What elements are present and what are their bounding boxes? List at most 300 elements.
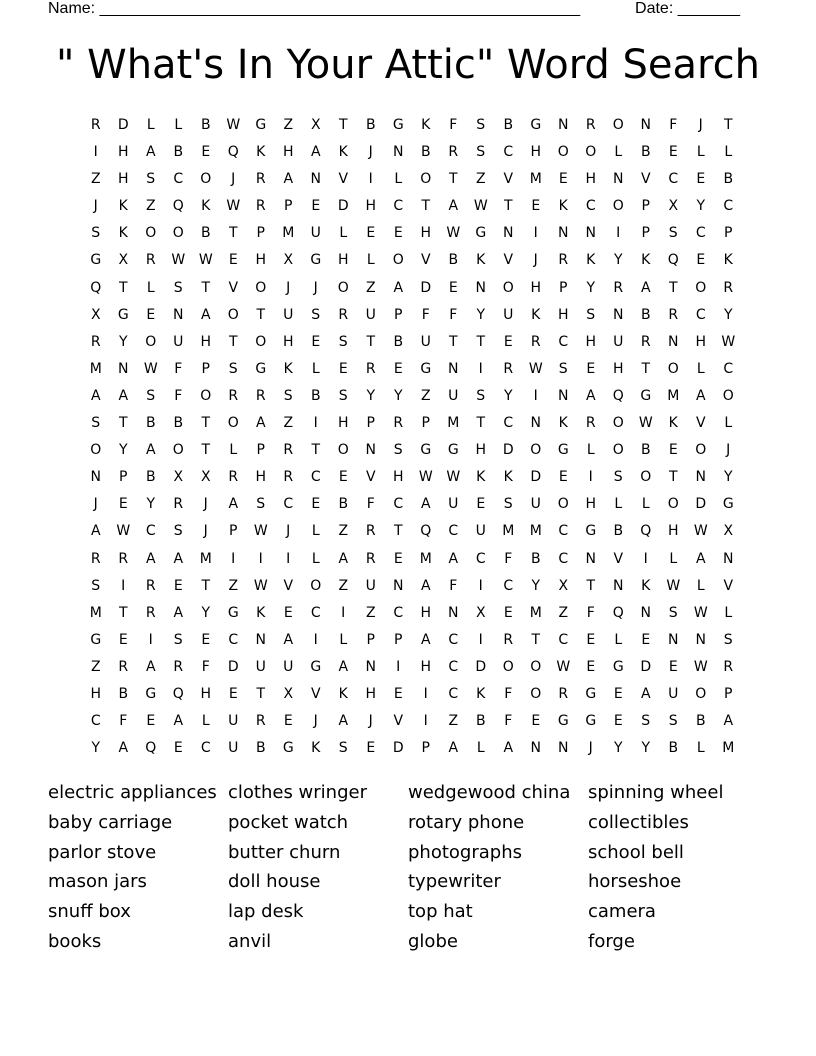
grid-letter: N	[365, 442, 376, 459]
grid-letter: F	[449, 577, 458, 594]
grid-letter: A	[118, 387, 129, 404]
grid-letter: V	[613, 550, 624, 567]
grid-letter: S	[476, 387, 486, 404]
grid-letter: R	[585, 117, 596, 133]
grid-letter: U	[530, 496, 541, 513]
grid-letter: U	[613, 333, 624, 350]
grid-letter: C	[475, 550, 486, 567]
grid-letter: L	[394, 171, 403, 188]
grid-letter: J	[313, 279, 318, 296]
grid-letter: V	[365, 469, 376, 486]
grid-letter: T	[393, 523, 403, 540]
grid-letter: N	[255, 631, 266, 648]
grid-letter: B	[695, 713, 706, 730]
grid-letter: K	[503, 469, 513, 486]
grid-letter: B	[200, 117, 211, 133]
grid-letter: O	[90, 442, 102, 459]
grid-letter: O	[612, 117, 624, 133]
grid-letter: O	[722, 387, 734, 404]
grid-letter: E	[338, 360, 348, 377]
grid-letter: S	[338, 333, 348, 350]
grid-letter: R	[613, 279, 624, 296]
grid-letter: K	[421, 117, 431, 133]
grid-letter: U	[365, 577, 376, 594]
grid-letter: G	[392, 117, 404, 133]
grid-letter: H	[530, 279, 542, 296]
grid-letter: W	[198, 252, 213, 269]
grid-letter: S	[476, 144, 486, 161]
grid-letter: Q	[172, 198, 184, 215]
grid-letter: B	[145, 469, 156, 486]
grid-letter: H	[337, 415, 349, 432]
grid-letter: W	[693, 604, 708, 621]
grid-letter: Q	[420, 523, 432, 540]
grid-letter: E	[613, 685, 623, 702]
grid-letter: X	[173, 469, 184, 486]
grid-letter: J	[286, 279, 291, 296]
grid-letter: L	[339, 631, 348, 648]
grid-letter: E	[558, 469, 568, 486]
grid-letter: P	[366, 415, 375, 432]
grid-letter: G	[255, 360, 267, 377]
grid-letter: R	[145, 604, 156, 621]
grid-letter: R	[118, 658, 129, 675]
grid-letter: N	[448, 360, 459, 377]
grid-letter: W	[171, 252, 186, 269]
grid-letter: W	[473, 198, 488, 215]
grid-letter: C	[558, 523, 569, 540]
grid-letter: O	[530, 442, 542, 459]
grid-letter: B	[613, 523, 624, 540]
grid-letter: Y	[146, 496, 156, 513]
grid-letter: Y	[503, 387, 513, 404]
grid-letter: S	[283, 387, 293, 404]
grid-letter: I	[588, 469, 593, 486]
grid-letter: A	[255, 415, 266, 432]
grid-letter: H	[585, 496, 597, 513]
grid-letter: R	[255, 171, 266, 188]
grid-letter: N	[118, 360, 129, 377]
grid-letter: O	[200, 387, 212, 404]
grid-letter: C	[558, 631, 569, 648]
grid-letter: A	[173, 550, 184, 567]
grid-letter: K	[723, 252, 733, 269]
grid-letter: O	[557, 144, 569, 161]
grid-letter: U	[173, 333, 184, 350]
grid-letter: A	[448, 198, 459, 215]
grid-letter: N	[393, 577, 404, 594]
grid-letter: S	[146, 171, 156, 188]
grid-letter: R	[585, 415, 596, 432]
grid-letter: L	[724, 604, 733, 621]
grid-letter: B	[640, 144, 651, 161]
grid-letter: E	[283, 713, 293, 730]
grid-letter: N	[90, 469, 101, 486]
grid-letter: K	[586, 252, 596, 269]
word-list-item: camera	[588, 901, 656, 923]
grid-letter: N	[558, 387, 569, 404]
grid-letter: O	[530, 658, 542, 675]
grid-letter: J	[368, 713, 373, 730]
grid-letter: W	[446, 469, 461, 486]
grid-letter: B	[310, 387, 321, 404]
grid-letter: E	[696, 171, 706, 188]
grid-letter: T	[201, 577, 211, 594]
grid-row	[82, 437, 742, 464]
grid-letter: L	[201, 713, 210, 730]
grid-letter: M	[419, 550, 432, 567]
grid-letter: D	[392, 740, 404, 757]
grid-row	[82, 518, 742, 545]
grid-letter: M	[282, 225, 295, 242]
grid-letter: U	[475, 523, 486, 540]
grid-letter: S	[641, 713, 651, 730]
grid-letter: E	[338, 469, 348, 486]
grid-letter: X	[668, 198, 679, 215]
grid-letter: E	[393, 360, 403, 377]
grid-letter: A	[173, 604, 184, 621]
grid-letter: E	[173, 577, 183, 594]
grid-letter: K	[283, 360, 293, 377]
grid-letter: H	[117, 171, 129, 188]
grid-letter: R	[640, 333, 651, 350]
grid-letter: G	[255, 117, 267, 133]
grid-letter: A	[640, 279, 651, 296]
grid-letter: Z	[365, 604, 376, 621]
grid-letter: S	[173, 523, 183, 540]
grid-letter: B	[145, 415, 156, 432]
grid-letter: B	[640, 306, 651, 323]
grid-letter: R	[255, 713, 266, 730]
word-list-item: photographs	[408, 841, 522, 863]
grid-letter: S	[558, 360, 568, 377]
grid-letter: S	[476, 117, 486, 133]
word-list-item: rotary phone	[408, 811, 525, 833]
grid-letter: E	[201, 631, 211, 648]
grid-letter: I	[286, 550, 291, 567]
grid-letter: I	[423, 713, 428, 730]
grid-letter: Z	[448, 713, 459, 730]
grid-letter: B	[640, 442, 651, 459]
grid-letter: Z	[475, 171, 486, 188]
grid-letter: C	[558, 550, 569, 567]
grid-letter: K	[311, 740, 321, 757]
grid-letter: T	[476, 415, 486, 432]
grid-letter: H	[612, 360, 624, 377]
grid-letter: N	[365, 658, 376, 675]
grid-letter: K	[668, 415, 678, 432]
grid-letter: I	[396, 658, 401, 675]
grid-letter: F	[504, 550, 513, 567]
word-list-item: horseshoe	[588, 871, 682, 893]
grid-letter: Z	[365, 279, 376, 296]
grid-row	[82, 247, 742, 274]
grid-letter: E	[311, 496, 321, 513]
grid-letter: E	[613, 713, 623, 730]
grid-letter: G	[90, 631, 102, 648]
grid-letter: V	[640, 171, 651, 188]
grid-letter: E	[586, 631, 596, 648]
grid-letter: E	[476, 496, 486, 513]
grid-letter: P	[394, 306, 403, 323]
grid-letter: T	[723, 117, 733, 133]
grid-letter: A	[145, 658, 156, 675]
grid-letter: L	[614, 496, 623, 513]
grid-letter: N	[530, 740, 541, 757]
grid-letter: K	[338, 685, 348, 702]
grid-letter: A	[145, 442, 156, 459]
grid-letter: T	[201, 279, 211, 296]
grid-letter: R	[558, 252, 569, 269]
grid-letter: S	[91, 577, 101, 594]
grid-letter: R	[145, 252, 156, 269]
grid-letter: I	[478, 577, 483, 594]
grid-letter: W	[253, 577, 268, 594]
grid-letter: Y	[393, 387, 403, 404]
grid-letter: G	[612, 658, 624, 675]
grid-letter: R	[365, 523, 376, 540]
word-list-item: anvil	[228, 930, 272, 952]
grid-letter: G	[447, 442, 459, 459]
grid-letter: Q	[612, 387, 624, 404]
grid-letter: X	[90, 306, 101, 323]
grid-letter: E	[668, 144, 678, 161]
grid-letter: A	[118, 740, 129, 757]
grid-letter: C	[695, 225, 706, 242]
grid-letter: J	[203, 523, 208, 540]
grid-letter: N	[503, 225, 514, 242]
grid-letter: P	[229, 523, 238, 540]
grid-letter: O	[172, 225, 184, 242]
grid-row	[82, 383, 742, 410]
grid-letter: L	[641, 496, 650, 513]
grid-letter: R	[723, 658, 734, 675]
grid-letter: Q	[667, 252, 679, 269]
grid-letter: E	[696, 252, 706, 269]
grid-letter: R	[283, 442, 294, 459]
grid-letter: H	[200, 685, 212, 702]
grid-letter: L	[696, 740, 705, 757]
grid-row	[82, 573, 742, 600]
grid-letter: V	[310, 685, 321, 702]
grid-letter: Q	[90, 279, 102, 296]
grid-letter: P	[201, 360, 210, 377]
grid-letter: C	[228, 631, 239, 648]
grid-letter: A	[723, 713, 734, 730]
grid-letter: U	[668, 685, 679, 702]
grid-letter: N	[475, 279, 486, 296]
grid-letter: D	[502, 442, 514, 459]
grid-letter: N	[613, 306, 624, 323]
grid-letter: E	[118, 631, 128, 648]
grid-letter: I	[533, 225, 538, 242]
grid-letter: O	[255, 279, 267, 296]
grid-letter: I	[148, 631, 153, 648]
grid-letter: N	[640, 604, 651, 621]
grid-letter: G	[557, 442, 569, 459]
grid-letter: L	[311, 550, 320, 567]
grid-letter: C	[393, 496, 404, 513]
grid-letter: V	[338, 171, 349, 188]
grid-letter: U	[365, 306, 376, 323]
grid-letter: E	[668, 658, 678, 675]
grid-letter: X	[118, 252, 129, 269]
grid-letter: M	[529, 523, 542, 540]
grid-letter: T	[476, 333, 486, 350]
grid-letter: R	[668, 306, 679, 323]
grid-letter: I	[341, 604, 346, 621]
grid-letter: R	[255, 198, 266, 215]
grid-row	[82, 681, 742, 708]
grid-letter: C	[200, 740, 211, 757]
grid-letter: O	[392, 252, 404, 269]
grid-letter: P	[394, 631, 403, 648]
grid-letter: T	[668, 469, 678, 486]
grid-letter: L	[146, 117, 155, 133]
grid-letter: T	[668, 279, 678, 296]
grid-letter: X	[283, 252, 294, 269]
grid-letter: H	[365, 685, 377, 702]
grid-letter: R	[558, 685, 569, 702]
grid-letter: S	[668, 225, 678, 242]
grid-letter: U	[310, 225, 321, 242]
grid-letter: M	[502, 523, 515, 540]
word-list-item: wedgewood china	[408, 782, 571, 803]
grid-letter: Q	[172, 685, 184, 702]
grid-letter: N	[723, 550, 734, 567]
grid-letter: T	[586, 577, 596, 594]
grid-letter: H	[200, 333, 212, 350]
grid-letter: L	[614, 631, 623, 648]
word-list-item: butter churn	[228, 841, 341, 863]
grid-letter: L	[339, 225, 348, 242]
grid-letter: N	[668, 631, 679, 648]
grid-letter: T	[118, 279, 128, 296]
grid-row	[82, 329, 742, 356]
grid-letter: O	[502, 279, 514, 296]
grid-letter: O	[337, 442, 349, 459]
grid-letter: Z	[90, 171, 101, 188]
grid-letter: N	[613, 171, 624, 188]
grid-letter: N	[558, 225, 569, 242]
grid-letter: O	[200, 171, 212, 188]
grid-letter: E	[448, 279, 458, 296]
letter-grid	[82, 112, 742, 762]
grid-letter: I	[423, 685, 428, 702]
grid-letter: B	[255, 740, 266, 757]
grid-letter: N	[695, 469, 706, 486]
grid-letter: O	[612, 198, 624, 215]
grid-letter: A	[503, 740, 514, 757]
grid-letter: T	[421, 198, 431, 215]
word-list-item: baby carriage	[48, 811, 173, 833]
grid-letter: P	[724, 685, 733, 702]
grid-letter: F	[174, 360, 183, 377]
grid-letter: J	[313, 713, 318, 730]
grid-letter: Y	[613, 740, 623, 757]
grid-letter: H	[585, 333, 597, 350]
grid-letter: K	[256, 604, 266, 621]
grid-letter: I	[313, 631, 318, 648]
grid-letter: D	[475, 658, 487, 675]
grid-letter: E	[228, 252, 238, 269]
grid-letter: Y	[91, 740, 101, 757]
grid-letter: U	[420, 333, 431, 350]
grid-letter: R	[530, 333, 541, 350]
grid-letter: O	[612, 415, 624, 432]
grid-letter: R	[338, 306, 349, 323]
grid-letter: U	[283, 306, 294, 323]
grid-letter: E	[311, 333, 321, 350]
grid-letter: P	[421, 415, 430, 432]
grid-letter: D	[530, 469, 542, 486]
grid-row	[82, 139, 742, 166]
grid-letter: G	[310, 658, 322, 675]
grid-letter: A	[420, 631, 431, 648]
name-field-label: Name: ______________________________________________________	[48, 0, 581, 17]
grid-letter: J	[286, 523, 291, 540]
grid-letter: E	[393, 225, 403, 242]
grid-letter: L	[311, 360, 320, 377]
grid-letter: C	[145, 523, 156, 540]
grid-letter: T	[448, 171, 458, 188]
grid-letter: C	[695, 306, 706, 323]
grid-letter: F	[669, 117, 678, 133]
grid-letter: R	[173, 496, 184, 513]
grid-letter: M	[447, 415, 460, 432]
grid-letter: X	[283, 685, 294, 702]
grid-letter: O	[695, 279, 707, 296]
grid-letter: W	[226, 117, 241, 133]
grid-letter: W	[721, 333, 736, 350]
grid-letter: O	[337, 279, 349, 296]
grid-letter: G	[722, 496, 734, 513]
grid-letter: Z	[283, 117, 294, 133]
grid-letter: A	[90, 523, 101, 540]
grid-letter: K	[118, 198, 128, 215]
grid-letter: S	[311, 306, 321, 323]
grid-letter: D	[420, 279, 432, 296]
grid-letter: A	[420, 577, 431, 594]
grid-letter: G	[117, 306, 129, 323]
grid-letter: T	[448, 333, 458, 350]
grid-letter: Y	[201, 604, 211, 621]
grid-letter: B	[420, 144, 431, 161]
grid-letter: N	[558, 117, 569, 133]
grid-letter: N	[310, 171, 321, 188]
grid-letter: S	[613, 469, 623, 486]
grid-letter: S	[338, 387, 348, 404]
grid-letter: N	[393, 144, 404, 161]
grid-letter: R	[283, 469, 294, 486]
grid-letter: U	[283, 658, 294, 675]
grid-letter: K	[476, 469, 486, 486]
grid-letter: A	[145, 550, 156, 567]
grid-letter: B	[393, 333, 404, 350]
grid-row	[82, 546, 742, 573]
grid-letter: C	[173, 171, 184, 188]
grid-letter: A	[448, 740, 459, 757]
grid-letter: W	[638, 415, 653, 432]
grid-letter: S	[338, 740, 348, 757]
grid-letter: M	[529, 604, 542, 621]
grid-letter: K	[476, 685, 486, 702]
grid-row	[82, 193, 742, 220]
grid-letter: O	[695, 685, 707, 702]
grid-letter: W	[693, 523, 708, 540]
word-list-item: globe	[408, 930, 458, 952]
grid-letter: E	[503, 333, 513, 350]
